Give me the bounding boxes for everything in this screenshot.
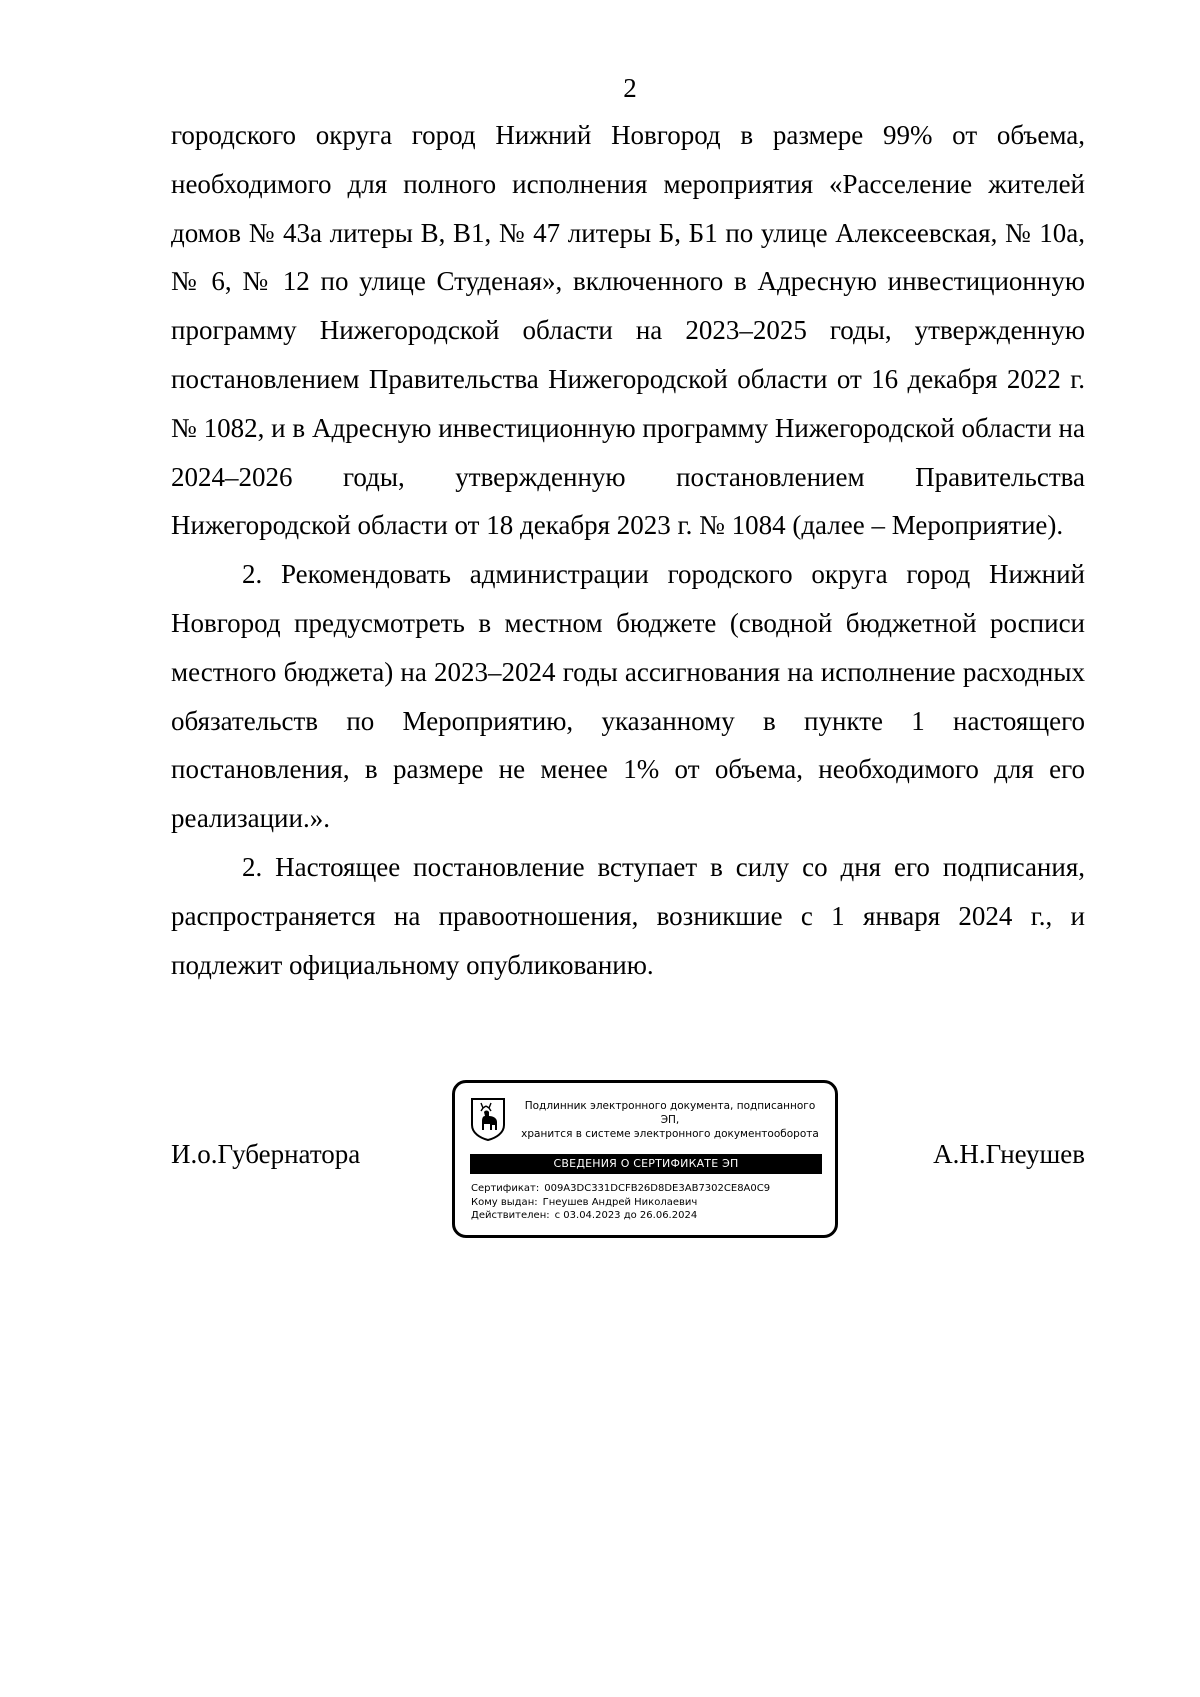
certificate-row (471, 1182, 826, 1196)
stamp-header-line-2: хранится в системе электронного документооборота (521, 1128, 819, 1140)
certificate-value: 009A3DC331DCFB26D8DE3AB7302CE8A0C9 (544, 1183, 771, 1194)
signer-name: А.Н.Гнеушев (933, 1139, 1085, 1169)
paragraph-continuation: городского округа город Нижний Новгород в размере 99% от объема, необходимого для полного исполнения мероприятия «Расселение жителей домов № 43а литеры В, В1, № 47 литеры Б, Б1 по улице Алексеевская, № 10а, № 6, № 12 по улице Студеная», включенного в Адресную инвестиционную программу Нижегородской области на 2023–2025 годы, утвержденную постановлением Правительства Нижегородской области от 16 декабря 2022 г. № 1082, и в Адресную инвестиционную программу Нижегородской области на 2024–2026 годы, утвержденную постановлением Правительства Нижегородской области от 18 декабря 2023 г. № 1084 (далее – Мероприятие). (171, 120, 1085, 541)
issued-to-label: Кому выдан: (471, 1196, 538, 1208)
paragraph-item-2-effective: 2. Настоящее постановление вступает в силу со дня его подписания, распространяется на правоотношения, возникшие с 1 января 2024 г., и подлежит официальному опубликованию. (171, 851, 1085, 980)
issued-to-value: Гнеушев Андрей Николаевич (542, 1196, 698, 1208)
signer-position: И.о.Губернатора (171, 1139, 361, 1169)
document-body (171, 111, 1085, 989)
stamp-header (515, 1099, 825, 1141)
stamp-certificate-details (471, 1182, 826, 1223)
stamp-header-line-1: Подлинник электронного документа, подписанного ЭП, (524, 1100, 816, 1126)
electronic-signature-stamp (452, 1080, 838, 1238)
validity-label: Действителен: (471, 1210, 550, 1221)
validity-value: с 03.04.2023 до 26.06.2024 (554, 1210, 698, 1221)
deer-emblem-icon (470, 1097, 506, 1141)
paragraph-item-2-recommend: 2. Рекомендовать администрации городского округа город Нижний Новгород предусмотреть в местном бюджете (сводной бюджетной росписи местного бюджета) на 2023–2024 годы ассигнования на исполнение расходных обязательств по Мероприятию, указанному в пункте 1 настоящего постановления, в размере не менее 1% от объема, необходимого для его реализации.». (171, 559, 1085, 834)
certificate-label: Сертификат: (471, 1183, 540, 1194)
stamp-certificate-title: СВЕДЕНИЯ О СЕРТИФИКАТЕ ЭП (470, 1154, 822, 1174)
page-number: 2 (623, 73, 637, 103)
issued-to-row (471, 1196, 826, 1210)
validity-row (471, 1209, 826, 1223)
